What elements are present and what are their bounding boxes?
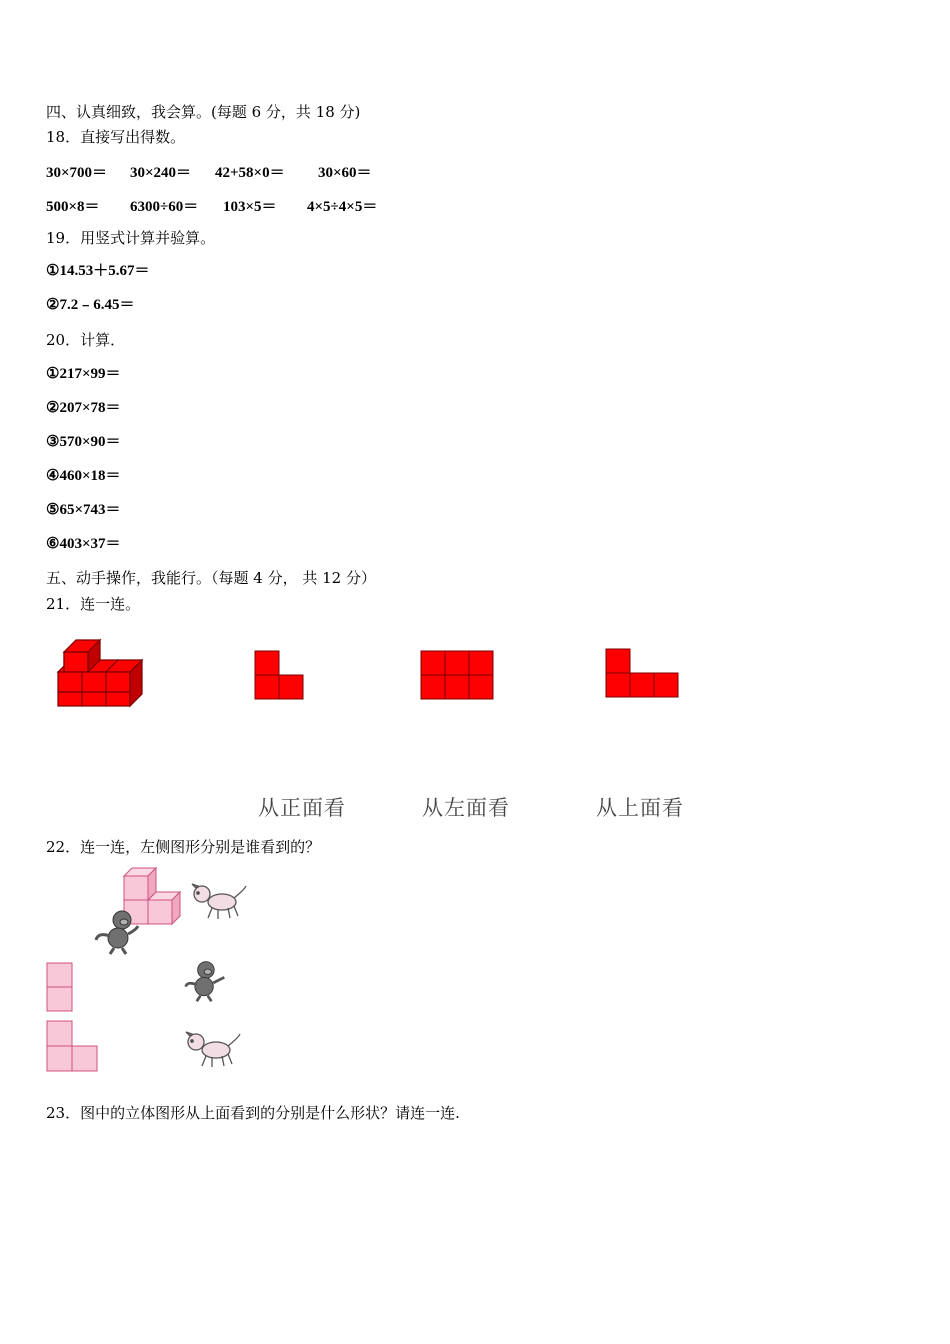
pink-view-l-shape: [46, 1020, 100, 1074]
q23-title: 23．图中的立体图形从上面看到的分别是什么形状？请连一连.: [46, 1104, 460, 1122]
q18-item: 30×240＝: [130, 165, 192, 181]
q19-item: ①14.53＋5.67＝: [46, 263, 150, 279]
monkey-icon: [182, 958, 228, 1004]
red-solid-figure: [50, 632, 154, 712]
q18-item: 103×5＝: [223, 199, 277, 215]
q18-item: 500×8＝: [46, 199, 100, 215]
monkey-icon: [92, 908, 142, 956]
view-shape-b: [420, 650, 496, 702]
q20-item: ③570×90＝: [46, 434, 121, 450]
q19-title: 19．用竖式计算并验算。: [46, 229, 216, 247]
q18-item: 4×5÷4×5＝: [307, 199, 378, 215]
q20-item: ④460×18＝: [46, 468, 121, 484]
q18-row2: [46, 195, 446, 215]
q20-item: ②207×78＝: [46, 400, 121, 416]
q18-row1: [46, 161, 446, 181]
q18-item: 6300÷60＝: [130, 199, 199, 215]
caption-left: 从左面看: [422, 796, 510, 820]
view-shape-a: [254, 650, 306, 702]
q20-item: ⑥403×37＝: [46, 536, 121, 552]
caption-top: 从上面看: [596, 796, 684, 820]
section5-heading: 五、动手操作，我能行。（每题 4 分， 共 12 分）: [46, 569, 376, 587]
q20-title: 20．计算．: [46, 331, 126, 349]
q21-title: 21．连一连。: [46, 595, 141, 613]
q18-title: 18．直接写出得数。: [46, 128, 186, 146]
q20-item: ①217×99＝: [46, 366, 121, 382]
section4-heading: 四、认真细致，我会算。(每题 6 分，共 18 分): [46, 103, 361, 121]
dog-icon: [188, 880, 248, 922]
caption-front: 从正面看: [258, 796, 346, 820]
q18-item: 42+58×0＝: [215, 165, 285, 181]
q19-item: ②7.2﹣6.45＝: [46, 297, 135, 313]
view-shape-c: [605, 648, 681, 700]
q18-item: 30×700＝: [46, 165, 108, 181]
q20-item: ⑤65×743＝: [46, 502, 121, 518]
pink-view-vertical: [46, 962, 74, 1014]
q22-title: 22．连一连，左侧图形分别是谁看到的？: [46, 838, 321, 856]
q18-item: 30×60＝: [318, 165, 372, 181]
dog-icon: [182, 1028, 242, 1070]
